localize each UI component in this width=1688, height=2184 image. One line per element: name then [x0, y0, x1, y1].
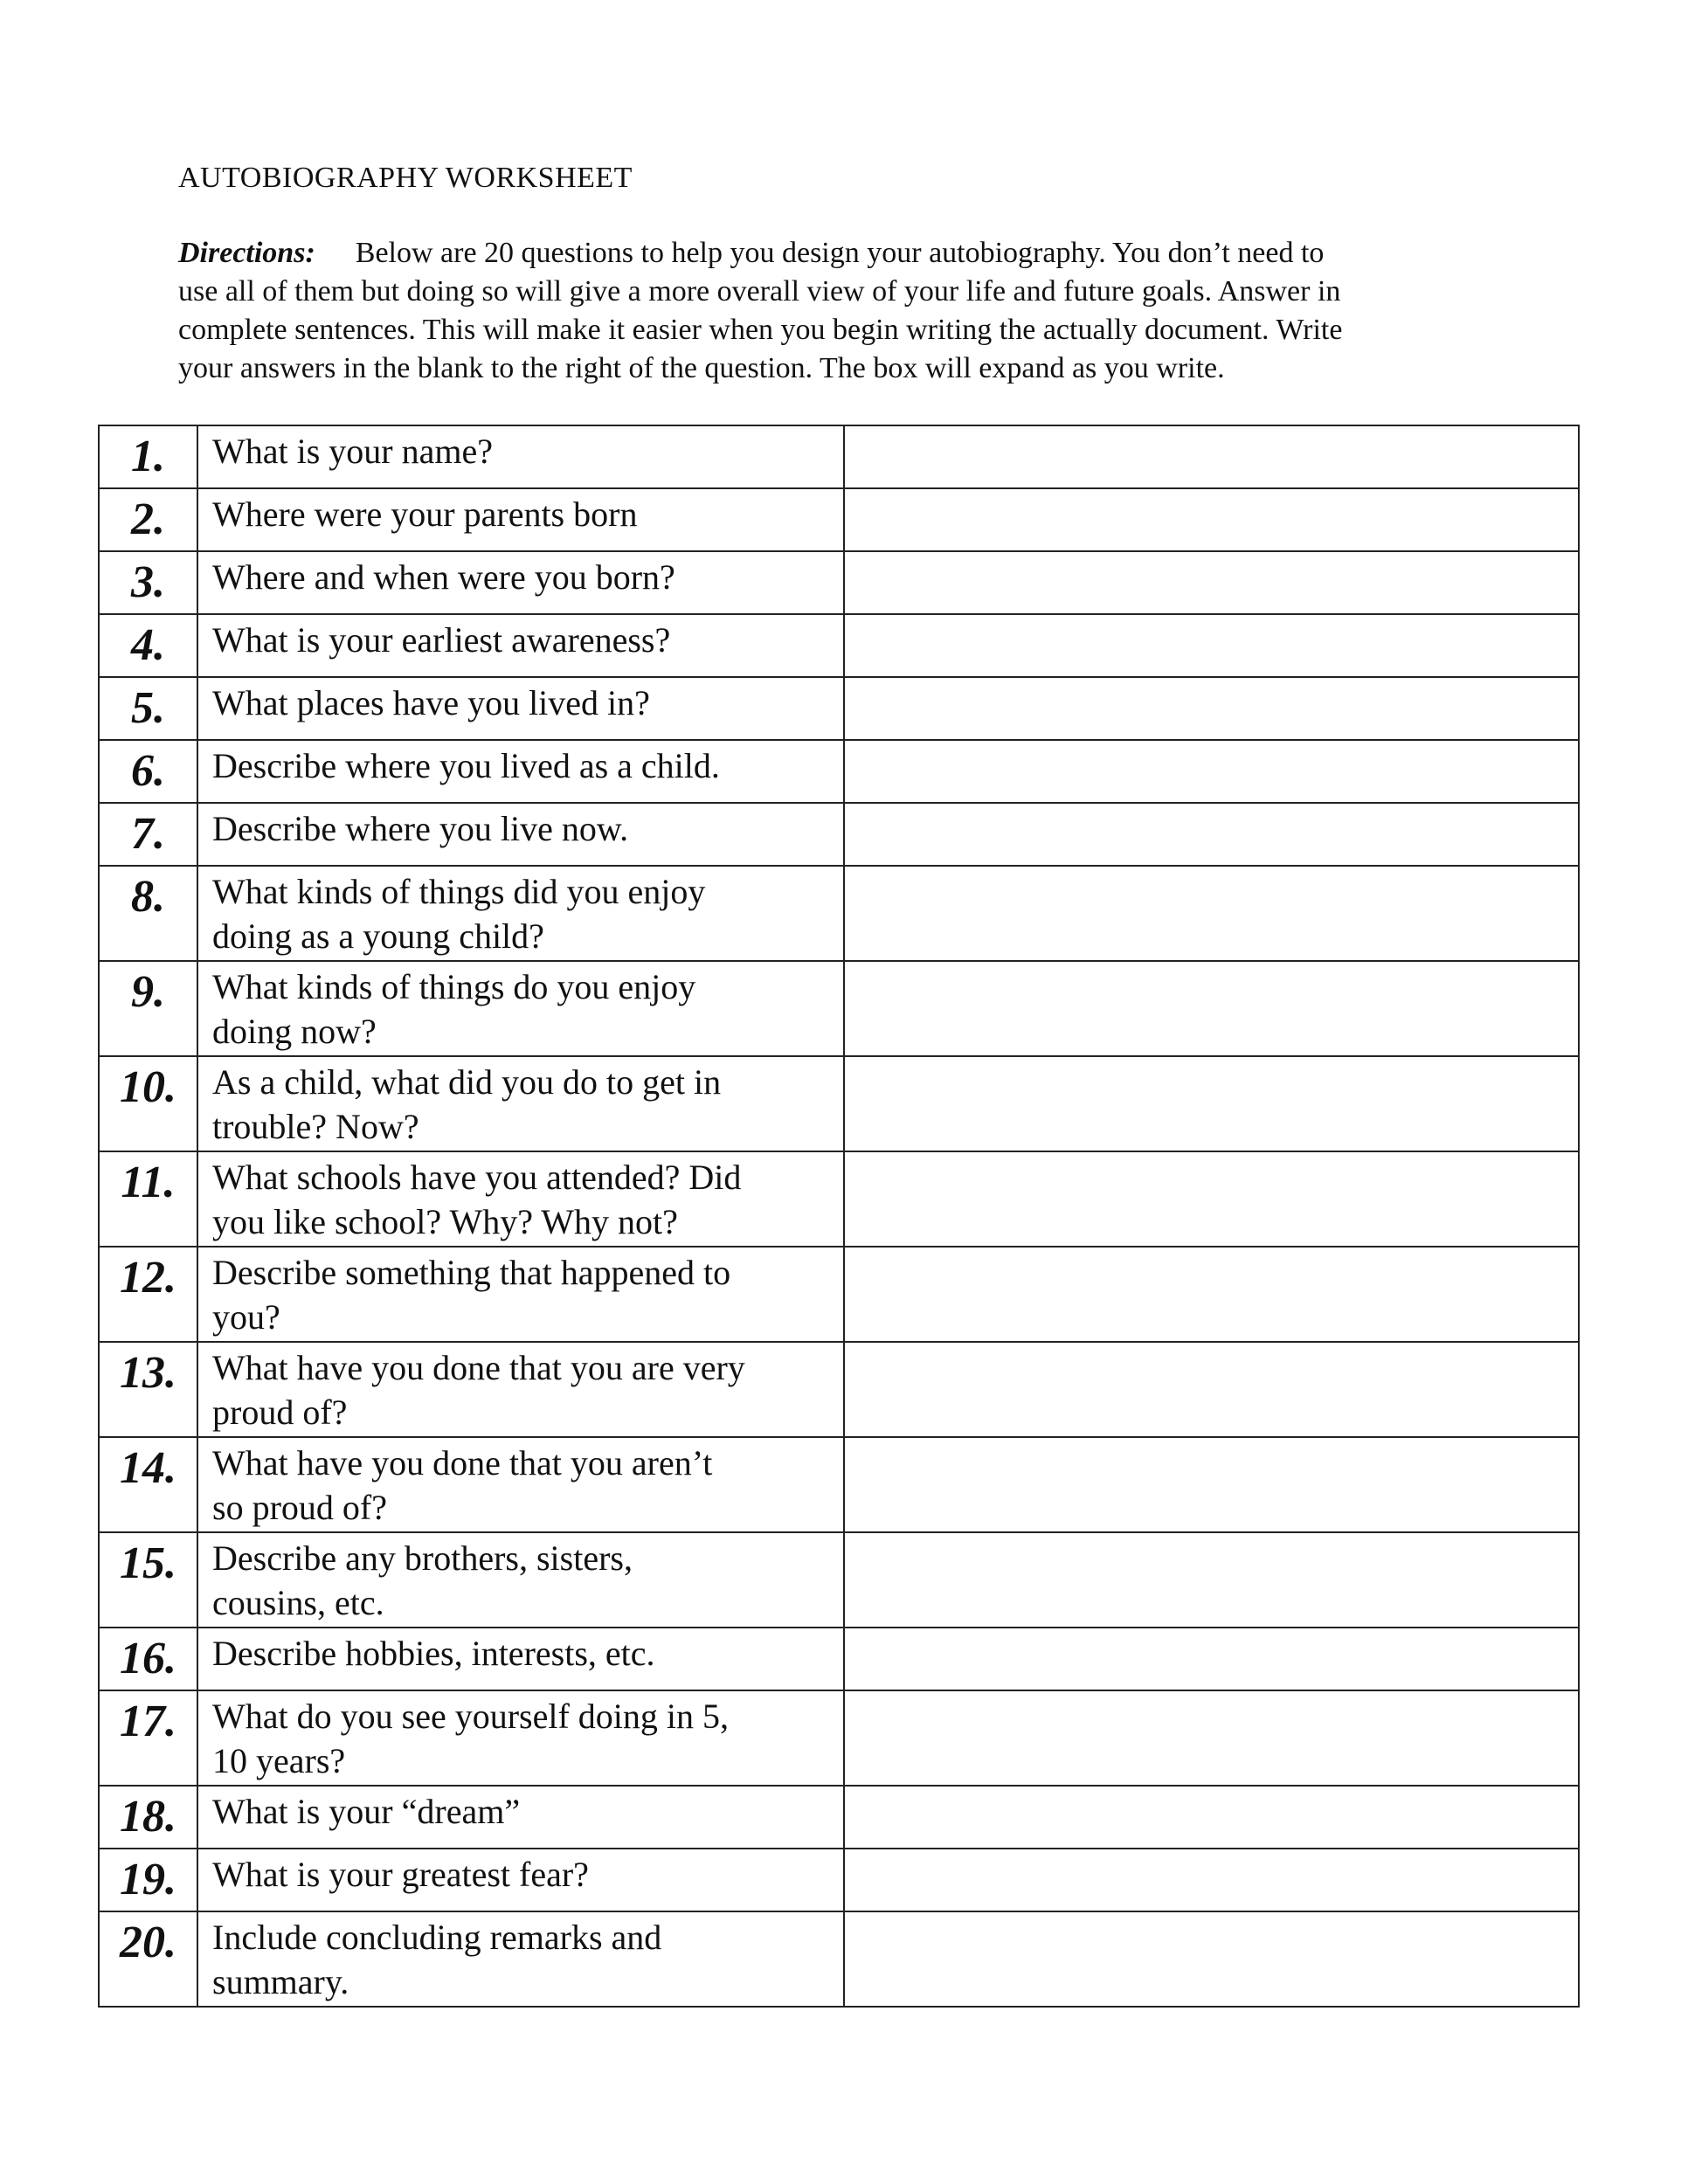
question-number: 10. [99, 1056, 197, 1151]
question-row [99, 1911, 1579, 2007]
question-text-line: Describe where you lived as a child. [212, 746, 720, 785]
question-row [99, 803, 1579, 866]
question-number: 1. [99, 425, 197, 488]
question-text-line: trouble? Now? [212, 1107, 419, 1146]
answer-cell[interactable] [844, 803, 1579, 866]
answer-cell[interactable] [844, 1911, 1579, 2007]
answer-cell[interactable] [844, 1628, 1579, 1690]
question-row [99, 1247, 1579, 1342]
directions-text: Below are 20 questions to help you design your autobiography. You don’t need to [355, 237, 1325, 269]
question-text-line: Where and when were you born? [212, 557, 675, 597]
question-number: 19. [99, 1849, 197, 1911]
answer-cell[interactable] [844, 1151, 1579, 1247]
question-text [197, 1849, 844, 1911]
question-text-line: 10 years? [212, 1741, 346, 1780]
questions-table [98, 425, 1580, 2008]
question-row [99, 1151, 1579, 1247]
question-text [197, 1628, 844, 1690]
question-number: 2. [99, 488, 197, 551]
question-number: 15. [99, 1532, 197, 1628]
question-number: 8. [99, 866, 197, 961]
question-row [99, 1849, 1579, 1911]
question-text [197, 1056, 844, 1151]
question-number: 12. [99, 1247, 197, 1342]
question-text [197, 803, 844, 866]
directions-line: complete sentences. This will make it easier when you begin writing the actually document. Write [178, 314, 1343, 346]
question-text [197, 1247, 844, 1342]
worksheet-title: AUTOBIOGRAPHY WORKSHEET [178, 162, 633, 194]
question-text-line: What kinds of things do you enjoy [212, 967, 696, 1006]
question-text [197, 961, 844, 1056]
answer-cell[interactable] [844, 1056, 1579, 1151]
question-text [197, 551, 844, 614]
question-text-line: As a child, what did you do to get in [212, 1062, 722, 1102]
question-text-line: What is your earliest awareness? [212, 620, 671, 660]
question-row [99, 425, 1579, 488]
question-text-line: so proud of? [212, 1488, 387, 1527]
question-text-line: What kinds of things did you enjoy [212, 872, 706, 911]
question-number: 13. [99, 1342, 197, 1437]
question-text-line: doing as a young child? [212, 916, 544, 956]
question-text [197, 1151, 844, 1247]
question-number: 16. [99, 1628, 197, 1690]
question-row [99, 1786, 1579, 1849]
question-row [99, 677, 1579, 740]
answer-cell[interactable] [844, 1532, 1579, 1628]
question-number: 3. [99, 551, 197, 614]
question-number: 18. [99, 1786, 197, 1849]
question-text-line: What is your name? [212, 432, 493, 471]
directions-label: Directions: [178, 237, 315, 269]
question-text [197, 1532, 844, 1628]
question-text-line: What schools have you attended? Did [212, 1158, 742, 1197]
question-row [99, 1437, 1579, 1532]
question-text-line: you like school? Why? Why not? [212, 1202, 678, 1241]
question-text [197, 1911, 844, 2007]
question-text-line: cousins, etc. [212, 1583, 384, 1622]
question-number: 11. [99, 1151, 197, 1247]
question-text-line: What is your “dream” [212, 1792, 521, 1831]
question-text [197, 614, 844, 677]
answer-cell[interactable] [844, 488, 1579, 551]
question-row [99, 488, 1579, 551]
question-number: 9. [99, 961, 197, 1056]
question-row [99, 1690, 1579, 1786]
question-row [99, 551, 1579, 614]
question-text-line: Describe something that happened to [212, 1253, 731, 1292]
question-text [197, 1342, 844, 1437]
directions-line: use all of them but doing so will give a more overall view of your life and future goals. Answer in [178, 275, 1341, 308]
question-text-line: summary. [212, 1962, 349, 2001]
questions-table-body [99, 425, 1579, 2007]
question-row [99, 1056, 1579, 1151]
directions-line: your answers in the blank to the right of the question. The box will expand as you write. [178, 352, 1225, 384]
question-text-line: proud of? [212, 1393, 348, 1432]
question-row [99, 1342, 1579, 1437]
question-text-line: What is your greatest fear? [212, 1855, 589, 1894]
answer-cell[interactable] [844, 425, 1579, 488]
answer-cell[interactable] [844, 1247, 1579, 1342]
question-row [99, 1628, 1579, 1690]
answer-cell[interactable] [844, 1342, 1579, 1437]
directions-paragraph [178, 234, 1506, 388]
question-text-line: What do you see yourself doing in 5, [212, 1697, 729, 1736]
question-row [99, 614, 1579, 677]
question-text-line: you? [212, 1297, 280, 1337]
question-text [197, 740, 844, 803]
answer-cell[interactable] [844, 1786, 1579, 1849]
question-text [197, 1690, 844, 1786]
answer-cell[interactable] [844, 961, 1579, 1056]
question-row [99, 740, 1579, 803]
question-number: 20. [99, 1911, 197, 2007]
question-text-line: What places have you lived in? [212, 683, 650, 722]
question-text-line: Describe hobbies, interests, etc. [212, 1634, 655, 1673]
question-text-line: What have you done that you are very [212, 1348, 745, 1387]
question-row [99, 1532, 1579, 1628]
answer-cell[interactable] [844, 1849, 1579, 1911]
question-text [197, 866, 844, 961]
question-text [197, 488, 844, 551]
answer-cell[interactable] [844, 740, 1579, 803]
question-text-line: doing now? [212, 1012, 377, 1051]
answer-cell[interactable] [844, 1690, 1579, 1786]
answer-cell[interactable] [844, 677, 1579, 740]
question-text [197, 1786, 844, 1849]
question-text-line: Describe any brothers, sisters, [212, 1538, 633, 1578]
question-text [197, 677, 844, 740]
question-number: 17. [99, 1690, 197, 1786]
question-text [197, 425, 844, 488]
directions-line [178, 234, 1506, 273]
question-number: 5. [99, 677, 197, 740]
question-text [197, 1437, 844, 1532]
question-number: 7. [99, 803, 197, 866]
question-text-line: What have you done that you aren’t [212, 1443, 713, 1482]
question-number: 6. [99, 740, 197, 803]
question-text-line: Where were your parents born [212, 494, 638, 534]
question-number: 14. [99, 1437, 197, 1532]
question-number: 4. [99, 614, 197, 677]
question-text-line: Describe where you live now. [212, 809, 629, 848]
question-row [99, 866, 1579, 961]
answer-cell[interactable] [844, 1437, 1579, 1532]
answer-cell[interactable] [844, 614, 1579, 677]
answer-cell[interactable] [844, 866, 1579, 961]
answer-cell[interactable] [844, 551, 1579, 614]
question-row [99, 961, 1579, 1056]
question-text-line: Include concluding remarks and [212, 1918, 662, 1957]
